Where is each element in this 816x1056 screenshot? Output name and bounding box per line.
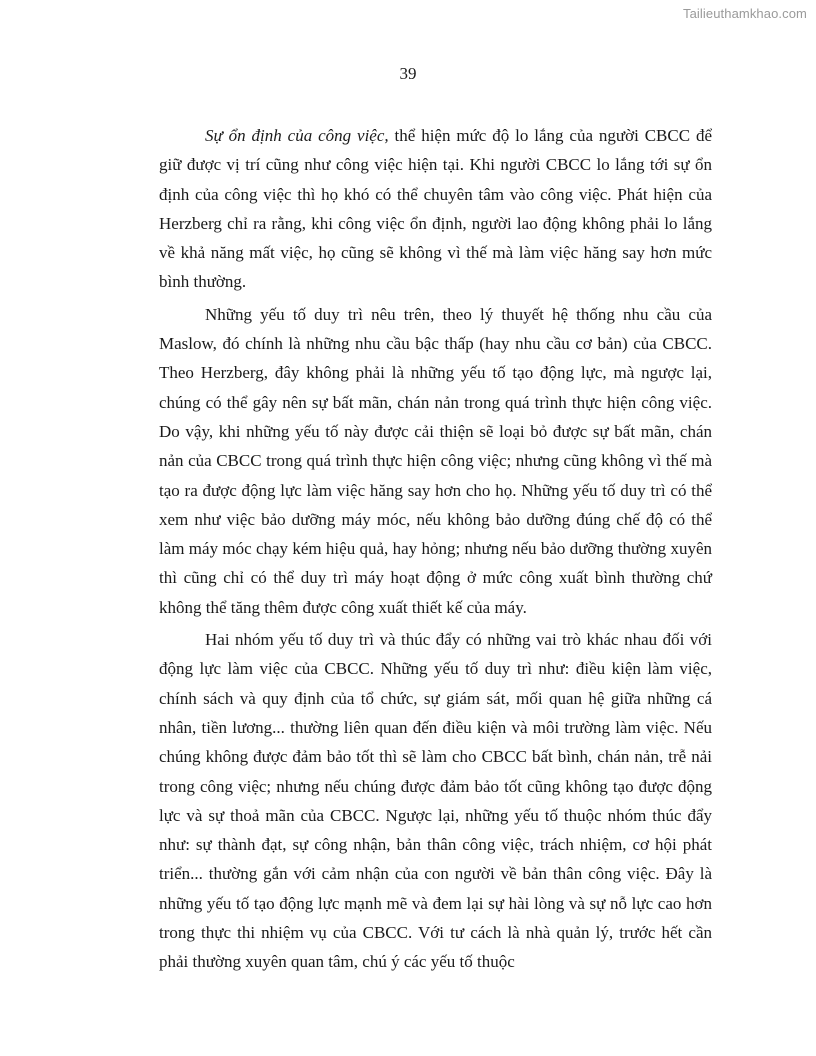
paragraph-text: Những yếu tố duy trì nêu trên, theo lý thuyết hệ thống nhu cầu của Maslow, đó chính là những nhu cầu bậc thấp (hay nhu cầu cơ bản) của CBCC. Theo Herzberg, đây không phải là những yếu tố tạo động lực, mà ngược lại, chúng có thể gây nên sự bất mãn, chán nản trong quá trình thực hiện công việc. Do vậy, khi những yếu tố này được cải thiện sẽ loại bỏ được sự bất mãn, chán nản của CBCC trong quá trình thực hiện công việc; nhưng cũng không vì thế mà tạo ra được động lực làm việc hăng say hơn cho họ. Những yếu tố duy trì có thể xem như việc bảo dưỡng máy móc, nếu không bảo dưỡng đúng chế độ có thể làm máy móc chạy kém hiệu quả, hay hỏng; nhưng nếu bảo dưỡng thường xuyên thì cũng chỉ có thể duy trì máy hoạt động ở mức công xuất bình thường chứ không thể tăng thêm được công xuất thiết kế của máy. [159, 304, 712, 617]
paragraph-job-stability [159, 121, 712, 297]
paragraph-text: Hai nhóm yếu tố duy trì và thúc đẩy có những vai trò khác nhau đối với động lực làm việc của CBCC. Những yếu tố duy trì như: điều kiện làm việc, chính sách và quy định của tổ chức, sự giám sát, mối quan hệ giữa những cá nhân, tiền lương... thường liên quan đến điều kiện và môi trường làm việc. Nếu chúng không được đảm bảo tốt thì sẽ làm cho CBCC bất bình, chán nản, trễ nải trong công việc; nhưng nếu chúng được đảm bảo tốt cũng không tạo được động lực và sự thoả mãn của CBCC. Ngược lại, những yếu tố thuộc nhóm thúc đẩy như: sự thành đạt, sự công nhận, bản thân công việc, trách nhiệm, cơ hội phát triển... thường gắn với cảm nhận của con người về bản thân công việc. Đây là những yếu tố tạo động lực mạnh mẽ và đem lại sự hài lòng và sự nỗ lực cao hơn trong thực thi nhiệm vụ của CBCC. Với tư cách là nhà quản lý, trước hết cần phải thường xuyên quan tâm, chú ý các yếu tố thuộc [159, 630, 712, 972]
page-number: 39 [399, 64, 417, 83]
paragraph-lead-term: Sự ổn định của công việc, [205, 126, 389, 145]
document-body [159, 121, 712, 980]
paragraph-two-factor-groups [159, 625, 712, 977]
watermark-text: Tailieuthamkhao.com [682, 6, 807, 21]
paragraph-text: thể hiện mức độ lo lắng của người CBCC để giữ được vị trí cũng như công việc hiện tại. Khi người CBCC lo lắng tới sự ổn định của công việc thì họ khó có thể chuyên tâm vào công việc. Phát hiện của Herzberg chỉ ra rằng, khi công việc ổn định, người lao động không phải lo lắng về khả năng mất việc, họ cũng sẽ không vì thế mà làm việc hăng say hơn mức bình thường. [159, 126, 712, 292]
paragraph-maintenance-factors [159, 300, 712, 622]
